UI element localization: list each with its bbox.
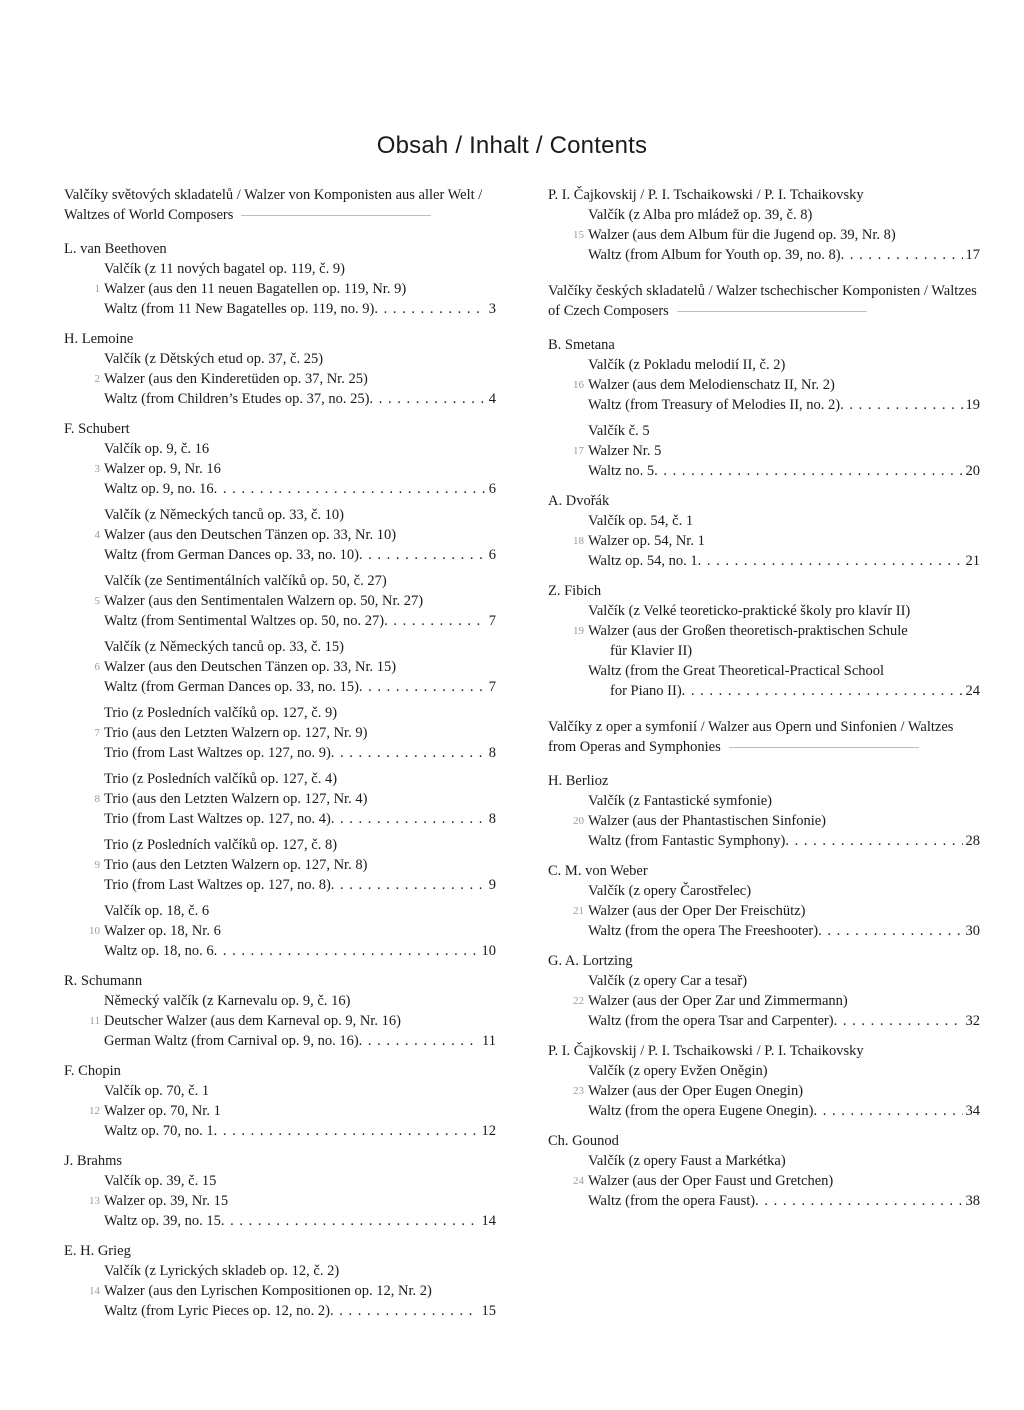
entry-title-line xyxy=(588,831,980,851)
entry-line-text: Valčík (z opery Faust a Markétka) xyxy=(588,1153,786,1169)
toc-entry[interactable] xyxy=(64,349,496,409)
entry-line-text: Walzer Nr. 5 xyxy=(588,443,662,459)
entry-line-text: Walzer (aus der Oper Eugen Onegin) xyxy=(588,1083,804,1099)
piece-number: 10 xyxy=(89,925,100,937)
entry-title-line xyxy=(104,1211,496,1231)
entry-title: Waltz no. 5 xyxy=(588,463,655,479)
piece-number: 11 xyxy=(89,1015,100,1027)
dot-leader xyxy=(359,545,486,565)
piece-number: 13 xyxy=(89,1195,100,1207)
entry-line-text: Trio (aus den Letzten Walzern op. 127, Nr. 8) xyxy=(104,857,368,873)
dot-leader xyxy=(841,245,963,265)
dot-leader xyxy=(785,831,962,851)
entry-line-text: für Klavier II) xyxy=(610,643,693,659)
entry-title-line xyxy=(588,681,980,701)
composer-name: P. I. Čajkovskij / P. I. Tschaikowski / P. I. Tchaikovsky xyxy=(548,187,864,203)
composer-name: P. I. Čajkovskij / P. I. Tschaikowski / P. I. Tchaikovsky xyxy=(548,1043,864,1059)
dot-leader xyxy=(359,677,486,697)
toc-entry[interactable] xyxy=(64,259,496,319)
entry-title: Waltz (from the opera Faust) xyxy=(588,1193,756,1209)
dot-leader xyxy=(682,681,963,701)
page-number: 28 xyxy=(965,833,980,849)
entry-line-text: Valčík (z 11 nových bagatel op. 119, č. 9) xyxy=(104,261,345,277)
entry-title: Waltz (from the opera The Freeshooter) xyxy=(588,923,819,939)
composer-name: A. Dvořák xyxy=(548,493,610,509)
section-heading xyxy=(548,717,980,757)
entry-line-text: Walzer (aus der Großen theoretisch-praktischen Schule xyxy=(588,623,908,639)
piece-number: 3 xyxy=(94,463,100,475)
entry-title-line xyxy=(104,389,496,409)
entry-line-text: Deutscher Walzer (aus dem Karneval op. 9, Nr. 16) xyxy=(104,1013,401,1029)
toc-entry[interactable] xyxy=(64,637,496,697)
dot-leader xyxy=(214,479,486,499)
composer-name: E. H. Grieg xyxy=(64,1243,131,1259)
entry-line-text: Valčík (z Německých tanců op. 33, č. 10) xyxy=(104,507,344,523)
page-number: 8 xyxy=(488,811,496,827)
entry-title-line xyxy=(104,1301,496,1321)
composer-block xyxy=(64,239,496,319)
piece-number: 15 xyxy=(573,229,584,241)
left-column xyxy=(64,185,496,1337)
toc-section xyxy=(548,185,980,265)
page-number: 17 xyxy=(965,247,980,263)
entry-line-text: Walzer (aus dem Melodienschatz II, Nr. 2) xyxy=(588,377,835,393)
dot-leader xyxy=(654,461,962,481)
entry-title-line xyxy=(588,1101,980,1121)
dot-leader xyxy=(330,1301,479,1321)
entry-line-text: Valčík op. 39, č. 15 xyxy=(104,1173,217,1189)
entry-line-text: Walzer op. 18, Nr. 6 xyxy=(104,923,221,939)
entry-line-text: Trio (z Posledních valčíků op. 127, č. 9) xyxy=(104,705,338,721)
composer-block xyxy=(548,1131,980,1211)
dot-leader xyxy=(814,1101,963,1121)
section-heading-text: Valčíky českých skladatelů / Walzer tschechischer Komponisten / Waltzes of Czech Composers xyxy=(548,283,977,319)
page-number: 38 xyxy=(965,1193,980,1209)
entry-line-text: Walzer (aus den Deutschen Tänzen op. 33, Nr. 10) xyxy=(104,527,397,543)
toc-entry[interactable] xyxy=(64,769,496,829)
page-number: 14 xyxy=(481,1213,496,1229)
toc-entry[interactable] xyxy=(548,601,980,701)
entry-title: Waltz (from the opera Eugene Onegin) xyxy=(588,1103,814,1119)
entry-title-line xyxy=(588,1191,980,1211)
entry-line-text: Valčík (z opery Car a tesař) xyxy=(588,973,748,989)
entry-title-line xyxy=(104,743,496,763)
composer-block xyxy=(548,185,980,265)
entry-line-text: Valčík (z Pokladu melodií II, č. 2) xyxy=(588,357,786,373)
toc-entry[interactable] xyxy=(64,703,496,763)
piece-number: 6 xyxy=(94,661,100,673)
page-number: 19 xyxy=(965,397,980,413)
dot-leader xyxy=(374,299,485,319)
composer-name: F. Schubert xyxy=(64,421,130,437)
entry-title-line xyxy=(588,1011,980,1031)
toc-entry[interactable] xyxy=(548,1151,980,1211)
piece-number: 14 xyxy=(89,1285,100,1297)
dot-leader xyxy=(214,1121,479,1141)
entry-title-line xyxy=(588,461,980,481)
entry-line-text: Valčík (z Německých tanců op. 33, č. 15) xyxy=(104,639,344,655)
toc-entry[interactable] xyxy=(64,901,496,961)
composer-name: H. Lemoine xyxy=(64,331,134,347)
composer-block xyxy=(548,581,980,701)
piece-number: 18 xyxy=(573,535,584,547)
page-number: 8 xyxy=(488,745,496,761)
entry-line-text: Walzer (aus der Phantastischen Sinfonie) xyxy=(588,813,827,829)
entry-title: Trio (from Last Waltzes op. 127, no. 9) xyxy=(104,745,331,761)
heading-rule xyxy=(729,747,919,748)
composer-name: Z. Fibich xyxy=(548,583,602,599)
entry-line-text: Valčík op. 18, č. 6 xyxy=(104,903,210,919)
entry-title: Waltz op. 9, no. 16 xyxy=(104,481,214,497)
dot-leader xyxy=(755,1191,962,1211)
toc-entry[interactable] xyxy=(548,205,980,265)
entry-title: Waltz (from German Dances op. 33, no. 15) xyxy=(104,679,359,695)
toc-section xyxy=(64,185,496,1321)
composer-name: C. M. von Weber xyxy=(548,863,648,879)
page-number: 7 xyxy=(488,613,496,629)
entry-title: Waltz (from Album for Youth op. 39, no. 8) xyxy=(588,247,841,263)
composer-block xyxy=(64,419,496,961)
entry-title-line xyxy=(104,875,496,895)
dot-leader xyxy=(214,941,479,961)
page-number: 4 xyxy=(488,391,496,407)
toc-entry[interactable] xyxy=(64,1261,496,1321)
composer-block xyxy=(64,1061,496,1141)
piece-number: 7 xyxy=(94,727,100,739)
entry-line-text: Walzer op. 70, Nr. 1 xyxy=(104,1103,221,1119)
composer-block xyxy=(64,971,496,1051)
piece-number: 22 xyxy=(573,995,584,1007)
piece-number: 5 xyxy=(94,595,100,607)
entry-title-line xyxy=(588,395,980,415)
page-number: 12 xyxy=(481,1123,496,1139)
piece-number: 12 xyxy=(89,1105,100,1117)
piece-number: 21 xyxy=(573,905,584,917)
page-number: 7 xyxy=(488,679,496,695)
piece-number: 20 xyxy=(573,815,584,827)
entry-line-text: Valčík č. 5 xyxy=(588,423,650,439)
page-number: 10 xyxy=(481,943,496,959)
toc-entry[interactable] xyxy=(548,881,980,941)
toc-entry[interactable] xyxy=(548,791,980,851)
entry-title-line xyxy=(104,1121,496,1141)
composer-block xyxy=(548,491,980,571)
entry-line-text: Walzer (aus den Kinderetüden op. 37, Nr. 25) xyxy=(104,371,368,387)
entry-line-text: Trio (z Posledních valčíků op. 127, č. 4) xyxy=(104,771,338,787)
page-number: 20 xyxy=(965,463,980,479)
toc-entry[interactable] xyxy=(548,971,980,1031)
composer-block xyxy=(548,1041,980,1121)
entry-title-line xyxy=(104,299,496,319)
entry-line-text: Waltz (from the Great Theoretical-Practical School xyxy=(588,663,885,679)
entry-line-text: Walzer (aus den Deutschen Tänzen op. 33, Nr. 15) xyxy=(104,659,397,675)
dot-leader xyxy=(331,875,486,895)
toc-entry[interactable] xyxy=(64,1081,496,1141)
right-column xyxy=(548,185,980,1227)
page-title: Obsah / Inhalt / Contents xyxy=(376,132,648,160)
section-heading-text: Valčíky světových skladatelů / Walzer von Komponisten aus aller Welt / Waltzes of World Composers xyxy=(64,187,483,223)
composer-name: L. van Beethoven xyxy=(64,241,167,257)
page-number: 3 xyxy=(488,301,496,317)
page-number: 24 xyxy=(965,683,980,699)
entry-line-text: Walzer (aus der Oper Zar und Zimmermann) xyxy=(588,993,848,1009)
entry-line-text: Valčík (z Alba pro mládež op. 39, č. 8) xyxy=(588,207,813,223)
entry-line-text: Walzer (aus dem Album für die Jugend op. 39, Nr. 8) xyxy=(588,227,896,243)
page-number: 6 xyxy=(488,481,496,497)
toc-entry[interactable] xyxy=(548,421,980,481)
entry-title: Waltz (from German Dances op. 33, no. 10) xyxy=(104,547,359,563)
entry-line-text: Valčík (z Fantastické symfonie) xyxy=(588,793,773,809)
dot-leader xyxy=(331,809,486,829)
toc-entry[interactable] xyxy=(64,439,496,499)
entry-title-line xyxy=(104,545,496,565)
dot-leader xyxy=(834,1011,963,1031)
page-number: 32 xyxy=(965,1013,980,1029)
entry-line-text: Trio (z Posledních valčíků op. 127, č. 8) xyxy=(104,837,338,853)
entry-line-text: Valčík op. 9, č. 16 xyxy=(104,441,210,457)
page-number: 34 xyxy=(965,1103,980,1119)
toc-section xyxy=(548,281,980,701)
page-number: 21 xyxy=(965,553,980,569)
entry-line-text: Trio (aus den Letzten Walzern op. 127, Nr. 4) xyxy=(104,791,368,807)
piece-number: 16 xyxy=(573,379,584,391)
composer-block xyxy=(548,861,980,941)
entry-title-line xyxy=(104,611,496,631)
entry-title-line xyxy=(104,941,496,961)
entry-title: Trio (from Last Waltzes op. 127, no. 4) xyxy=(104,811,331,827)
entry-line-text: Walzer op. 9, Nr. 16 xyxy=(104,461,221,477)
entry-line-text: Valčík (z Lyrických skladeb op. 12, č. 2) xyxy=(104,1263,340,1279)
piece-number: 2 xyxy=(94,373,100,385)
page-number: 30 xyxy=(965,923,980,939)
entry-line-text: Valčík (z opery Čarostřelec) xyxy=(588,883,752,899)
entry-title: Waltz (from Children’s Etudes op. 37, no. 25) xyxy=(104,391,370,407)
toc-entry[interactable] xyxy=(548,1061,980,1121)
dot-leader xyxy=(359,1031,479,1051)
entry-title: Waltz (from Lyric Pieces op. 12, no. 2) xyxy=(104,1303,330,1319)
entry-title: Waltz (from Treasury of Melodies II, no. 2) xyxy=(588,397,841,413)
dot-leader xyxy=(384,611,486,631)
entry-title-line xyxy=(104,479,496,499)
toc-entry[interactable] xyxy=(64,835,496,895)
section-heading xyxy=(64,185,496,225)
entry-line-text: Walzer (aus der Oper Der Freischütz) xyxy=(588,903,806,919)
entry-line-text: Valčík op. 54, č. 1 xyxy=(588,513,694,529)
composer-name: Ch. Gounod xyxy=(548,1133,619,1149)
entry-title: Waltz op. 39, no. 15 xyxy=(104,1213,221,1229)
entry-title: Trio (from Last Waltzes op. 127, no. 8) xyxy=(104,877,331,893)
entry-line-text: Trio (aus den Letzten Walzern op. 127, Nr. 9) xyxy=(104,725,368,741)
piece-number: 24 xyxy=(573,1175,584,1187)
composer-block xyxy=(64,329,496,409)
toc-entry[interactable] xyxy=(64,991,496,1051)
toc-entry[interactable] xyxy=(548,355,980,415)
entry-title: German Waltz (from Carnival op. 9, no. 16) xyxy=(104,1033,359,1049)
piece-number: 1 xyxy=(94,283,100,295)
dot-leader xyxy=(698,551,963,571)
entry-line-text: Valčík op. 70, č. 1 xyxy=(104,1083,210,1099)
dot-leader xyxy=(331,743,486,763)
composer-block xyxy=(64,1151,496,1231)
toc-entry[interactable] xyxy=(64,571,496,631)
entry-line-text: Valčík (z Velké teoreticko-praktické školy pro klavír II) xyxy=(588,603,911,619)
entry-title: for Piano II) xyxy=(610,683,682,699)
entry-line-text: Walzer (aus der Oper Faust und Gretchen) xyxy=(588,1173,834,1189)
entry-title-line xyxy=(588,245,980,265)
toc-section xyxy=(548,717,980,1211)
piece-number: 19 xyxy=(573,625,584,637)
composer-name: F. Chopin xyxy=(64,1063,121,1079)
entry-line-text: Walzer (aus den Lyrischen Kompositionen op. 12, Nr. 2) xyxy=(104,1283,432,1299)
piece-number: 8 xyxy=(94,793,100,805)
entry-title: Waltz (from Sentimental Waltzes op. 50, no. 27) xyxy=(104,613,385,629)
composer-block xyxy=(64,1241,496,1321)
piece-number: 23 xyxy=(573,1085,584,1097)
page-number: 9 xyxy=(488,877,496,893)
toc-entry[interactable] xyxy=(64,1171,496,1231)
composer-name: G. A. Lortzing xyxy=(548,953,633,969)
entry-line-text: Valčík (ze Sentimentálních valčíků op. 50, č. 27) xyxy=(104,573,387,589)
composer-block xyxy=(548,335,980,481)
dot-leader xyxy=(221,1211,479,1231)
composer-block xyxy=(548,771,980,851)
heading-rule xyxy=(241,215,431,216)
composer-name: R. Schumann xyxy=(64,973,143,989)
toc-entry[interactable] xyxy=(64,505,496,565)
piece-number: 17 xyxy=(573,445,584,457)
dot-leader xyxy=(818,921,962,941)
entry-title: Waltz op. 54, no. 1 xyxy=(588,553,698,569)
entry-line-text: Německý valčík (z Karnevalu op. 9, č. 16) xyxy=(104,993,351,1009)
composer-name: J. Brahms xyxy=(64,1153,122,1169)
page-number: 6 xyxy=(488,547,496,563)
entry-title-line xyxy=(104,809,496,829)
section-heading xyxy=(548,281,980,321)
dot-leader xyxy=(840,395,962,415)
entry-title-line xyxy=(588,551,980,571)
entry-title-line xyxy=(588,921,980,941)
toc-entry[interactable] xyxy=(548,511,980,571)
entry-title: Waltz (from 11 New Bagatelles op. 119, no. 9) xyxy=(104,301,375,317)
section-heading-text: Valčíky z oper a symfonií / Walzer aus Opern und Sinfonien / Waltzes from Operas and Symphonies xyxy=(548,719,954,755)
entry-line-text: Valčík (z opery Evžen Oněgin) xyxy=(588,1063,768,1079)
entry-line-text: Valčík (z Dětských etud op. 37, č. 25) xyxy=(104,351,324,367)
composer-block xyxy=(548,951,980,1031)
entry-title: Waltz (from Fantastic Symphony) xyxy=(588,833,786,849)
entry-line-text: Walzer (aus den 11 neuen Bagatellen op. 119, Nr. 9) xyxy=(104,281,407,297)
page-number: 15 xyxy=(481,1303,496,1319)
entry-title-line xyxy=(104,677,496,697)
piece-number: 4 xyxy=(94,529,100,541)
entry-line-text: Walzer op. 54, Nr. 1 xyxy=(588,533,705,549)
piece-number: 9 xyxy=(94,859,100,871)
page-number: 11 xyxy=(482,1033,496,1049)
entry-title: Waltz (from the opera Tsar and Carpenter) xyxy=(588,1013,834,1029)
entry-title: Waltz op. 70, no. 1 xyxy=(104,1123,214,1139)
dot-leader xyxy=(369,389,485,409)
entry-title-line xyxy=(104,1031,496,1051)
entry-title: Waltz op. 18, no. 6 xyxy=(104,943,214,959)
composer-name: B. Smetana xyxy=(548,337,615,353)
heading-rule xyxy=(677,311,867,312)
entry-line-text: Walzer op. 39, Nr. 15 xyxy=(104,1193,229,1209)
composer-name: H. Berlioz xyxy=(548,773,609,789)
entry-line-text: Walzer (aus den Sentimentalen Walzern op. 50, Nr. 27) xyxy=(104,593,424,609)
